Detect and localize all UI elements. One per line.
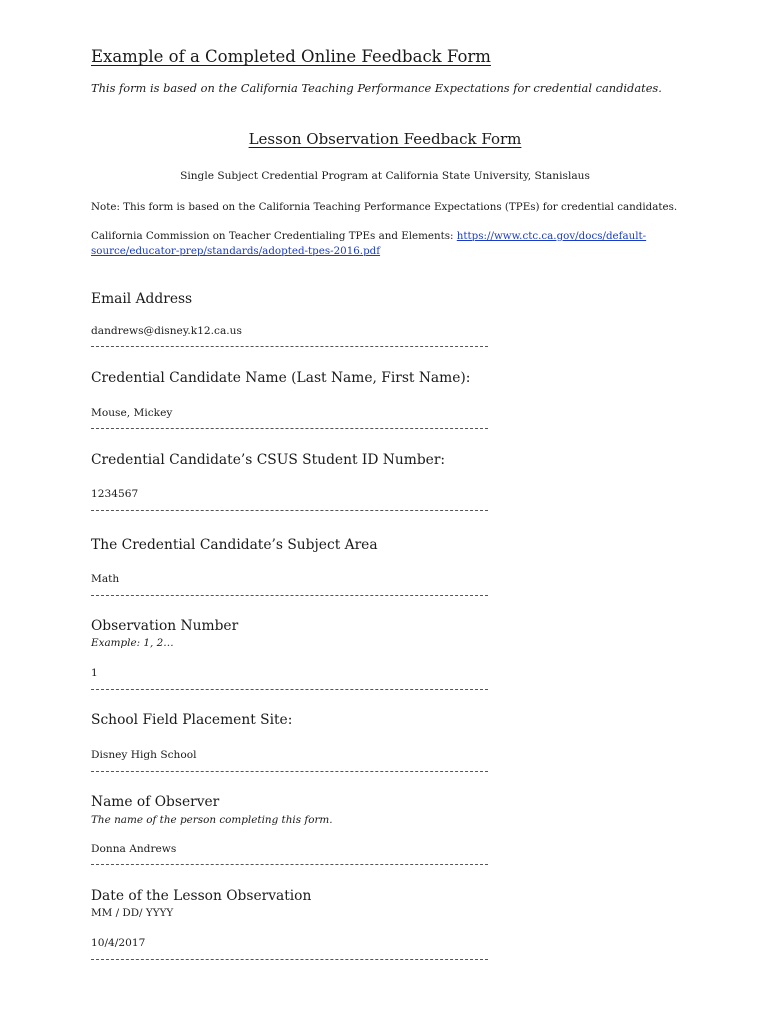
observation-number-label: Observation Number bbox=[91, 618, 239, 634]
student-id-value: 1234567 bbox=[91, 488, 139, 500]
student-id-label: Credential Candidate’s CSUS Student ID Number: bbox=[91, 452, 446, 468]
observer-label: Name of Observer bbox=[91, 794, 220, 810]
observer-divider bbox=[91, 864, 488, 865]
observer-hint: The name of the person completing this form. bbox=[91, 814, 333, 826]
form-title: Lesson Observation Feedback Form bbox=[248, 130, 522, 148]
commission-line bbox=[91, 229, 651, 259]
observation-number-divider bbox=[91, 689, 488, 690]
email-divider bbox=[91, 346, 488, 347]
commission-prefix: California Commission on Teacher Credentialing TPEs and Elements: bbox=[91, 230, 457, 242]
candidate-name-divider bbox=[91, 428, 488, 429]
document-title: Example of a Completed Online Feedback Form bbox=[91, 47, 491, 66]
email-value: dandrews@disney.k12.ca.us bbox=[91, 325, 242, 337]
observation-number-value: 1 bbox=[91, 667, 98, 679]
lesson-date-label: Date of the Lesson Observation bbox=[91, 888, 312, 904]
lesson-date-hint: MM / DD/ YYYY bbox=[91, 907, 174, 919]
tpe-link[interactable]: https://www.ctc.ca.gov/docs/default-source/educator-prep/standards/adopted-tpes-2016.pdf bbox=[91, 230, 647, 257]
program-line: Single Subject Credential Program at California State University, Stanislaus bbox=[180, 170, 590, 182]
placement-site-label: School Field Placement Site: bbox=[91, 712, 293, 728]
observation-number-hint: Example: 1, 2… bbox=[91, 637, 174, 649]
tpe-note: Note: This form is based on the California Teaching Performance Expectations (TPEs) for credential candidates. bbox=[91, 201, 678, 213]
student-id-divider bbox=[91, 510, 488, 511]
subject-area-divider bbox=[91, 595, 488, 596]
subject-area-value: Math bbox=[91, 573, 120, 585]
email-label: Email Address bbox=[91, 291, 193, 307]
observer-value: Donna Andrews bbox=[91, 843, 177, 855]
lesson-date-value: 10/4/2017 bbox=[91, 937, 146, 949]
lesson-date-divider bbox=[91, 959, 488, 960]
document-subtitle: This form is based on the California Teaching Performance Expectations for credential candidates. bbox=[91, 81, 662, 95]
subject-area-label: The Credential Candidate’s Subject Area bbox=[91, 537, 378, 553]
candidate-name-label: Credential Candidate Name (Last Name, First Name): bbox=[91, 370, 471, 386]
placement-site-divider bbox=[91, 771, 488, 772]
candidate-name-value: Mouse, Mickey bbox=[91, 407, 173, 419]
placement-site-value: Disney High School bbox=[91, 749, 197, 761]
